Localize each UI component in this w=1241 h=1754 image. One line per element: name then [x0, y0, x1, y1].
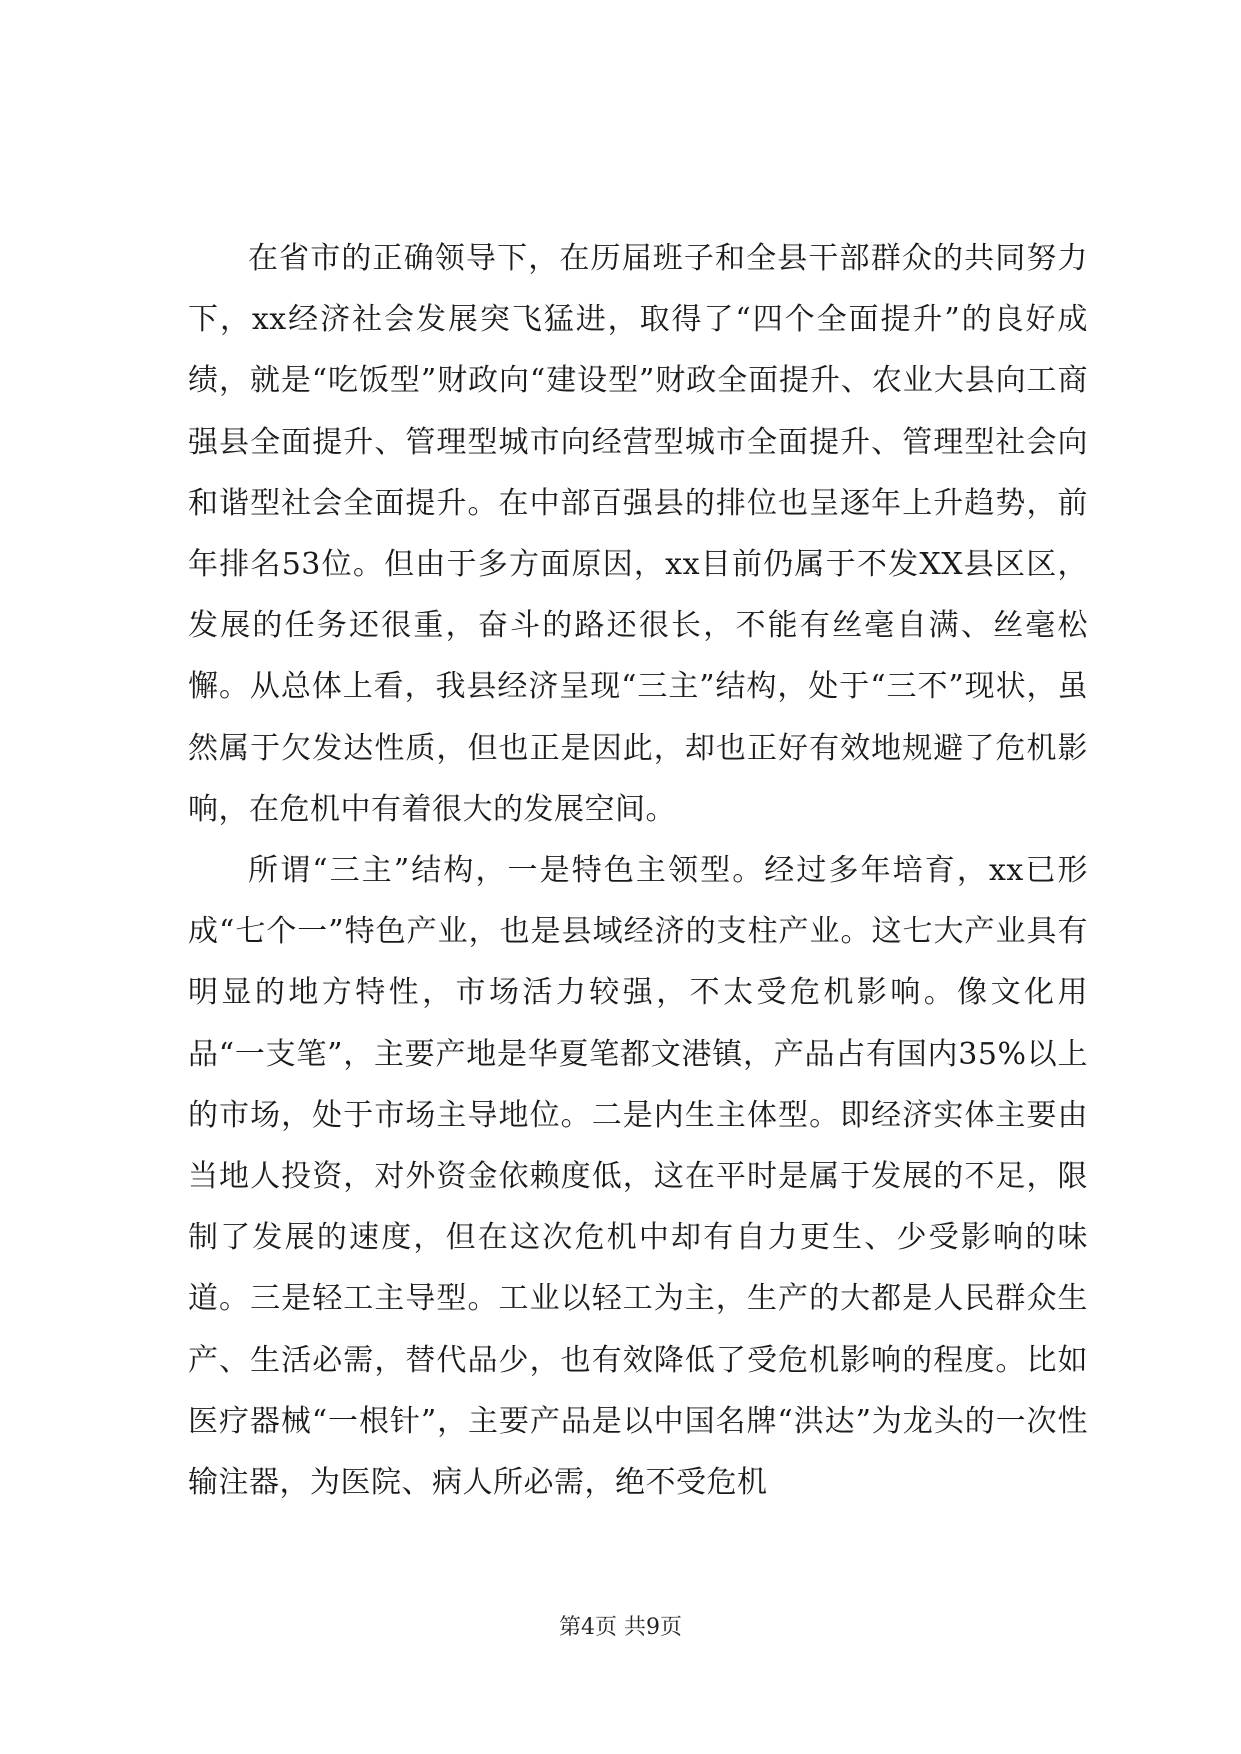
paragraph: 在省市的正确领导下，在历届班子和全县干部群众的共同努力下，xx经济社会发展突飞猛进，取得了“四个全面提升”的良好成绩，就是“吃饭型”财政向“建设型”财政全面提升、农业大县向工商强县全面提升、管理型城市向经营型城市全面提升、管理型社会向和谐型社会全面提升。在中部百强县的排位也呈逐年上升趋势，前年排名53位。但由于多方面原因，xx目前仍属于不发XX县区区，发展的任务还很重，奋斗的路还很长，不能有丝毫自满、丝毫松懈。从总体上看，我县经济呈现“三主”结构，处于“三不”现状，虽然属于欠发达性质，但也正是因此，却也正好有效地规避了危机影响，在危机中有着很大的发展空间。 [188, 241, 1088, 827]
document-body [188, 228, 1088, 1513]
paragraph: 所谓“三主”结构，一是特色主领型。经过多年培育，xx已形成“七个一”特色产业，也是县域经济的支柱产业。这七大产业具有明显的地方特性，市场活力较强，不太受危机影响。像文化用品“一支笔”，主要产地是华夏笔都文港镇，产品占有国内35%以上的市场，处于市场主导地位。二是内生主体型。即经济实体主要由当地人投资，对外资金依赖度低，这在平时是属于发展的不足，限制了发展的速度，但在这次危机中却有自力更生、少受影响的味道。三是轻工主导型。工业以轻工为主，生产的大都是人民群众生产、生活必需，替代品少，也有效降低了受危机影响的程度。比如医疗器械“一根针”，主要产品是以中国名牌“洪达”为龙头的一次性输注器，为医院、病人所必需，绝不受危机 [188, 853, 1088, 1501]
page-number-footer: 第4页 共9页 [559, 1615, 682, 1640]
